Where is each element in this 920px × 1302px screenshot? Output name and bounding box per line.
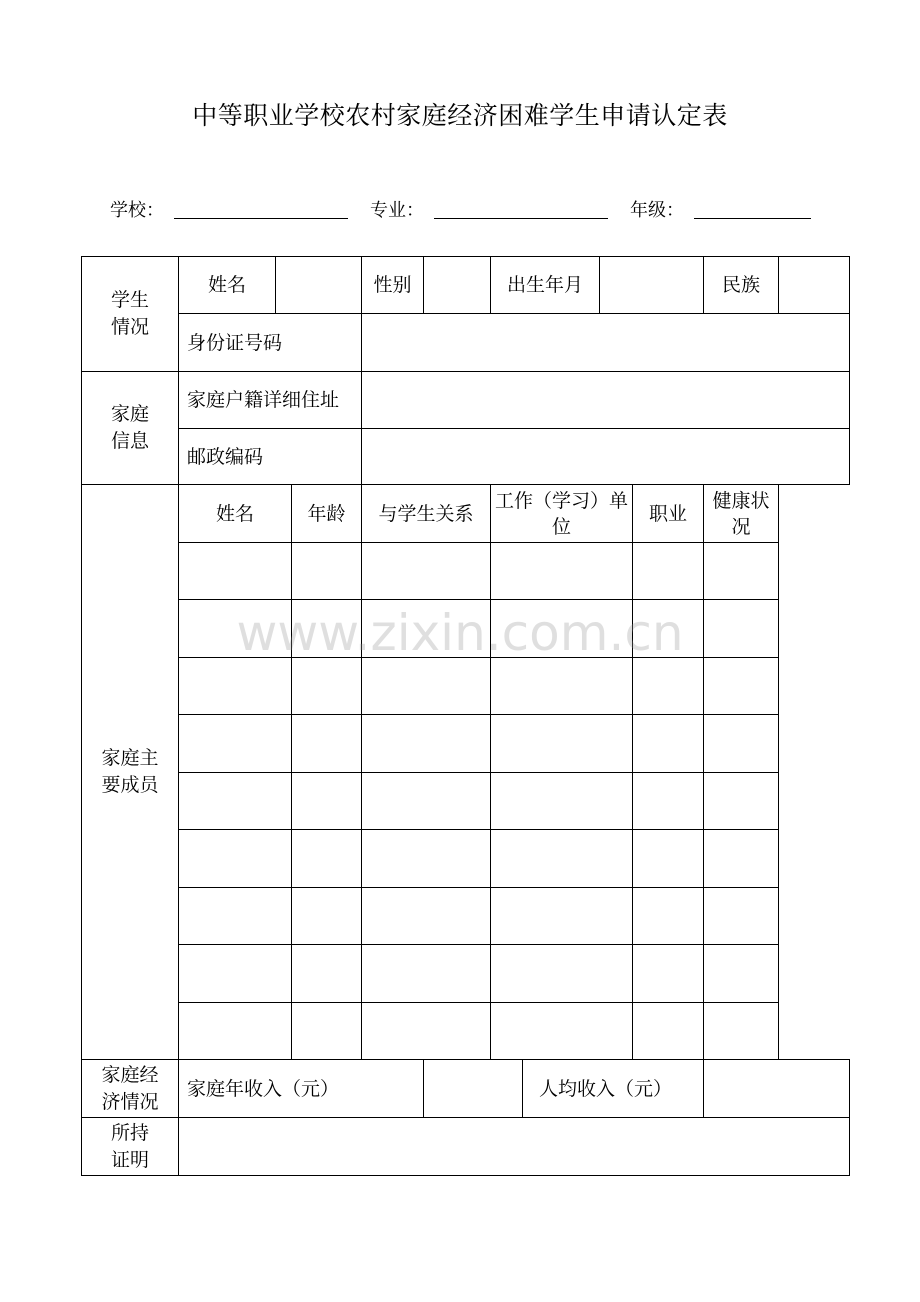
major-label: 专业：	[370, 200, 424, 221]
member-relation-cell[interactable]	[362, 773, 491, 830]
major-field[interactable]	[434, 218, 608, 219]
member-col-occupation: 职业	[633, 485, 704, 543]
member-name-cell[interactable]	[179, 658, 292, 715]
member-col-workplace: 工作（学习）单位	[491, 485, 633, 543]
member-health-cell[interactable]	[704, 773, 779, 830]
member-occupation-cell[interactable]	[633, 543, 704, 600]
economy-section-label: 家庭经 济情况	[82, 1060, 179, 1118]
proof-section-label: 所持 证明	[82, 1118, 179, 1176]
member-name-cell[interactable]	[179, 945, 292, 1003]
member-workplace-cell[interactable]	[491, 1003, 633, 1060]
member-workplace-cell[interactable]	[491, 945, 633, 1003]
birth-input-cell[interactable]	[600, 257, 704, 314]
student-section-label: 学生 情况	[82, 257, 179, 372]
address-label: 家庭户籍详细住址	[179, 372, 362, 429]
member-age-cell[interactable]	[292, 715, 362, 773]
member-health-cell[interactable]	[704, 1003, 779, 1060]
application-form-table	[81, 256, 850, 1176]
member-relation-cell[interactable]	[362, 658, 491, 715]
gender-label: 性别	[362, 257, 424, 314]
member-row	[82, 715, 850, 773]
member-age-cell[interactable]	[292, 830, 362, 888]
school-field[interactable]	[174, 218, 348, 219]
member-occupation-cell[interactable]	[633, 830, 704, 888]
member-health-cell[interactable]	[704, 830, 779, 888]
member-occupation-cell[interactable]	[633, 888, 704, 945]
member-col-name: 姓名	[179, 485, 292, 543]
watermark-text: www.zixin.com.cn	[236, 604, 684, 662]
member-occupation-cell[interactable]	[633, 945, 704, 1003]
grade-label: 年级：	[630, 200, 684, 221]
member-health-cell[interactable]	[704, 715, 779, 773]
per-capita-income-input-cell[interactable]	[704, 1060, 850, 1118]
member-health-cell[interactable]	[704, 945, 779, 1003]
per-capita-income-label: 人均收入（元）	[523, 1060, 704, 1118]
member-occupation-cell[interactable]	[633, 715, 704, 773]
member-name-cell[interactable]	[179, 773, 292, 830]
gender-input-cell[interactable]	[424, 257, 491, 314]
ethnicity-input-cell[interactable]	[779, 257, 850, 314]
member-relation-cell[interactable]	[362, 600, 491, 658]
member-name-cell[interactable]	[179, 1003, 292, 1060]
address-input-cell[interactable]	[362, 372, 850, 429]
member-relation-cell[interactable]	[362, 543, 491, 600]
member-occupation-cell[interactable]	[633, 600, 704, 658]
member-health-cell[interactable]	[704, 888, 779, 945]
member-age-cell[interactable]	[292, 773, 362, 830]
member-age-cell[interactable]	[292, 945, 362, 1003]
proof-input-cell[interactable]	[179, 1118, 850, 1176]
member-row	[82, 658, 850, 715]
member-row	[82, 600, 850, 658]
member-relation-cell[interactable]	[362, 830, 491, 888]
member-workplace-cell[interactable]	[491, 830, 633, 888]
member-row	[82, 945, 850, 1003]
member-age-cell[interactable]	[292, 1003, 362, 1060]
member-relation-cell[interactable]	[362, 715, 491, 773]
member-age-cell[interactable]	[292, 888, 362, 945]
member-row	[82, 1003, 850, 1060]
name-label: 姓名	[179, 257, 276, 314]
member-health-cell[interactable]	[704, 543, 779, 600]
members-section-label: 家庭主 要成员	[82, 485, 179, 1060]
member-age-cell[interactable]	[292, 543, 362, 600]
member-health-cell[interactable]	[704, 600, 779, 658]
school-label: 学校：	[110, 200, 164, 221]
id-number-label: 身份证号码	[179, 314, 362, 372]
member-name-cell[interactable]	[179, 830, 292, 888]
member-workplace-cell[interactable]	[491, 543, 633, 600]
birth-label: 出生年月	[491, 257, 600, 314]
member-occupation-cell[interactable]	[633, 1003, 704, 1060]
annual-income-label: 家庭年收入（元）	[179, 1060, 424, 1118]
member-name-cell[interactable]	[179, 888, 292, 945]
member-occupation-cell[interactable]	[633, 773, 704, 830]
member-workplace-cell[interactable]	[491, 888, 633, 945]
postcode-label: 邮政编码	[179, 429, 362, 485]
member-workplace-cell[interactable]	[491, 773, 633, 830]
annual-income-input-cell[interactable]	[424, 1060, 523, 1118]
member-relation-cell[interactable]	[362, 1003, 491, 1060]
member-name-cell[interactable]	[179, 600, 292, 658]
member-name-cell[interactable]	[179, 543, 292, 600]
family-info-section-label: 家庭 信息	[82, 372, 179, 485]
member-col-relation: 与学生关系	[362, 485, 491, 543]
member-col-age: 年龄	[292, 485, 362, 543]
page-title: 中等职业学校农村家庭经济困难学生申请认定表	[192, 101, 728, 130]
member-occupation-cell[interactable]	[633, 658, 704, 715]
name-input-cell[interactable]	[276, 257, 362, 314]
postcode-input-cell[interactable]	[362, 429, 850, 485]
grade-field[interactable]	[694, 218, 811, 219]
member-age-cell[interactable]	[292, 658, 362, 715]
member-age-cell[interactable]	[292, 600, 362, 658]
header-fields	[110, 196, 830, 226]
member-relation-cell[interactable]	[362, 945, 491, 1003]
member-col-health: 健康状况	[704, 485, 779, 543]
member-relation-cell[interactable]	[362, 888, 491, 945]
member-row	[82, 543, 850, 600]
member-row	[82, 830, 850, 888]
member-row	[82, 888, 850, 945]
member-workplace-cell[interactable]	[491, 715, 633, 773]
ethnicity-label: 民族	[704, 257, 779, 314]
member-workplace-cell[interactable]	[491, 600, 633, 658]
member-health-cell[interactable]	[704, 658, 779, 715]
id-number-input-cell[interactable]	[362, 314, 850, 372]
member-row	[82, 773, 850, 830]
member-workplace-cell[interactable]	[491, 658, 633, 715]
member-name-cell[interactable]	[179, 715, 292, 773]
